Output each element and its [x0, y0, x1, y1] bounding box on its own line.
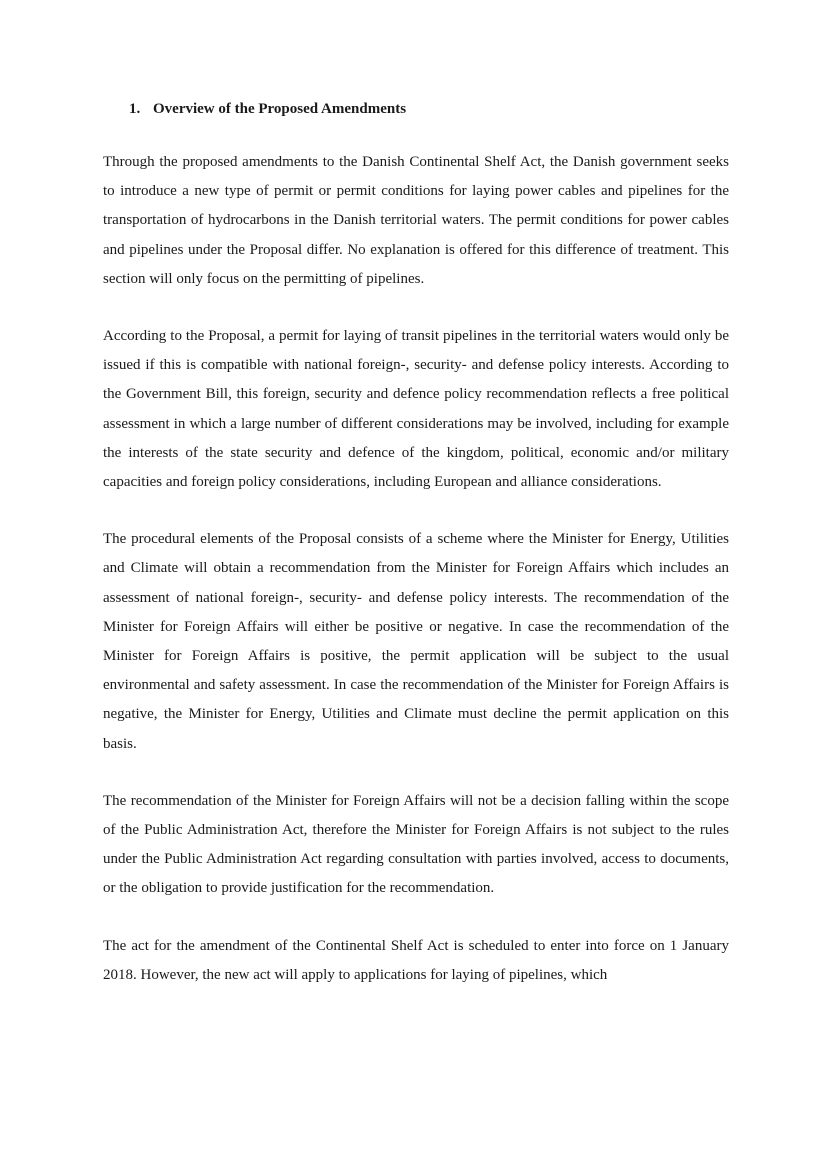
- section-number: 1.: [129, 101, 141, 117]
- section-title: Overview of the Proposed Amendments: [153, 101, 407, 117]
- section-heading: [129, 96, 729, 122]
- paragraph-procedural-elements: The procedural elements of the Proposal consists of a scheme where the Minister for Energy, Utilities and Climate will obtain a recommendation from the Minister for Foreign Affairs which includes an assessment of national foreign-, security- and defense policy interests. The recommendation of the Minister for Foreign Affairs will either be positive or negative. In case the recommendation of the Minister for Foreign Affairs is positive, the permit application will be subject to the usual environmental and safety assessment. In case the recommendation of the Minister for Foreign Affairs is negative, the Minister for Energy, Utilities and Climate must decline the permit application on this basis.: [103, 531, 729, 752]
- paragraph-transit-pipelines: According to the Proposal, a permit for laying of transit pipelines in the territorial waters would only be issued if this is compatible with national foreign-, security- and defense policy interests. According to the Government Bill, this foreign, security and defence policy recommendation reflects a free political assessment in which a large number of different considerations may be involved, including for example the interests of the state security and defence of the kingdom, political, economic and/or military capacities and foreign policy considerations, including European and alliance considerations.: [103, 328, 729, 491]
- document-page: [103, 96, 729, 990]
- paragraph-entry-into-force: The act for the amendment of the Continental Shelf Act is scheduled to enter into force on 1 January 2018. However, the new act will apply to applications for laying of pipelines, which: [103, 937, 729, 983]
- paragraph-public-administration: The recommendation of the Minister for Foreign Affairs will not be a decision falling within the scope of the Public Administration Act, therefore the Minister for Foreign Affairs is not subject to the rules under the Public Administration Act regarding consultation with parties involved, access to documents, or the obligation to provide justification for the recommendation.: [103, 792, 729, 897]
- paragraph-permit-overview: Through the proposed amendments to the Danish Continental Shelf Act, the Danish government seeks to introduce a new type of permit or permit conditions for laying power cables and pipelines for the transportation of hydrocarbons in the Danish territorial waters. The permit conditions for power cables and pipelines under the Proposal differ. No explanation is offered for this difference of treatment. This section will only focus on the permitting of pipelines.: [103, 154, 729, 287]
